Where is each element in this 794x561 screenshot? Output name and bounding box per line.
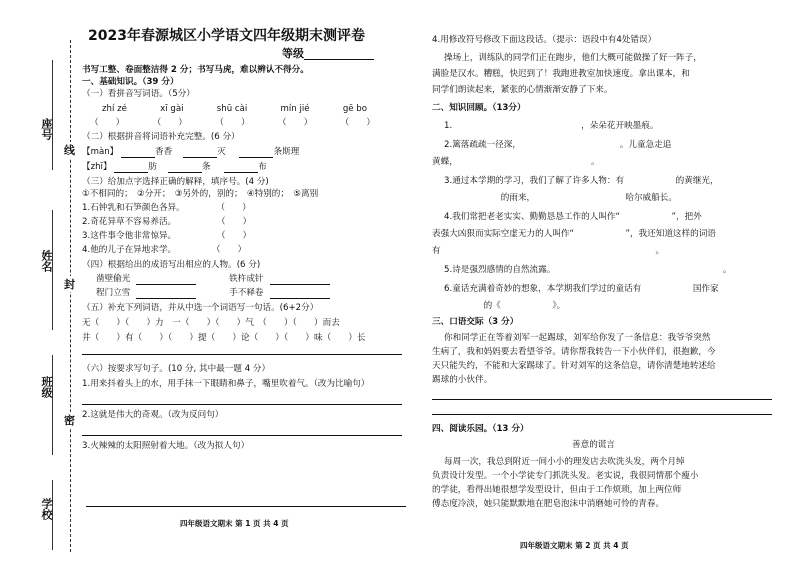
pinyin-item: xī gài <box>160 104 184 114</box>
class-line <box>52 355 53 455</box>
seal-mark: 封 <box>64 278 75 291</box>
answer-line[interactable] <box>86 506 406 507</box>
q3-item <box>82 230 412 242</box>
answer-paren[interactable]: （ ） <box>221 231 252 241</box>
idiom: 铁杵成针 <box>229 274 264 284</box>
q5-heading: （五）补充下列词语，并从中选一个词语写一句话。(6+2分） <box>82 303 319 313</box>
q6-item: 2.这就是伟大的奇观。（改为反问句） <box>82 410 224 420</box>
oral-line: 踢球的小伙伴。 <box>432 375 493 385</box>
idiom: 手不释卷 <box>229 288 264 298</box>
recall-item[interactable]: 5.诗是强烈感情的自然流露。 。 <box>444 265 732 275</box>
name-label: 姓名 <box>40 250 53 272</box>
oral-line: 你和同学正在等着刘军一起踢球，刘军给你发了一条信息：我爷爷突然 <box>444 333 711 343</box>
answer-line[interactable] <box>82 344 402 355</box>
recall-item[interactable]: 的《 》。 <box>432 301 566 311</box>
fill-blank[interactable] <box>136 275 196 285</box>
q3-item-text: 2.奇花异草不容易养活。 <box>82 217 177 227</box>
answer-paren[interactable]: （ ） <box>220 203 251 213</box>
q3-heading: （三）给加点字选择正确的解释，填序号。(4 分) <box>82 177 269 187</box>
idiom: 程门立雪 <box>96 288 131 298</box>
q1-heading: （一）看拼音写词语。（5分） <box>82 89 195 99</box>
q3-item-text: 4.他的儿子在异地求学。 <box>82 245 177 255</box>
recall-item[interactable]: 表强大凶狠而实际空虚无力的人叫作“ ”，我还知道这样的词语 <box>432 229 716 239</box>
answer-paren[interactable]: （ ） <box>216 245 247 255</box>
reading-line: 负责设计发型。一个小学徒专门抓洗头发。老实说，我很同情那个瘦小 <box>432 471 699 481</box>
seat-line <box>52 60 53 170</box>
line-mark: 线 <box>64 144 75 157</box>
recall-item[interactable]: 3.通过本学期的学习，我们了解了许多人物：有 的黄继光， <box>444 176 719 186</box>
fill-blank[interactable] <box>270 275 330 285</box>
zhi-item: 肪 <box>148 162 157 172</box>
pinyin-item: mín jié <box>280 104 310 114</box>
class-label: 班级 <box>40 376 53 398</box>
recall-item[interactable]: 4.我们常把老老实实、勤勤恳恳工作的人叫作“ ”，把外 <box>444 212 702 222</box>
man-item: 灭 <box>217 147 226 157</box>
q3-item <box>82 244 412 256</box>
page-1 <box>82 30 412 452</box>
answer-paren[interactable]: （ ） <box>90 118 125 128</box>
grade-blank[interactable] <box>304 50 374 60</box>
recall-item[interactable]: 的雨来， 哈尔威船长。 <box>432 193 677 203</box>
page-1-footer: 四年级语文期末 第 1 页 共 4 页 <box>180 519 289 528</box>
pinyin-item: gē bo <box>342 104 367 114</box>
zhi-label: 【zhī】 <box>82 162 112 172</box>
fill-blank[interactable] <box>270 289 330 299</box>
fill-blank[interactable] <box>168 163 202 173</box>
q4-heading: （四）根据给出的成语写出相应的人物。(6 分) <box>82 260 261 270</box>
part2-heading: 二、知识回顾。（13分） <box>432 103 526 113</box>
fill-blank[interactable] <box>136 289 196 299</box>
q4-row <box>96 273 412 285</box>
pinyin-item: zhí zé <box>102 104 127 114</box>
q6-item: 1.用来抖着头上的水，用手抹一下眼睛和鼻子，嘴里吹着气。（改为比喻句） <box>82 379 370 389</box>
q3-item-text: 1.石钟乳和石笋颜色各异。 <box>82 203 185 213</box>
q3-item-text: 3.这件事令他非常惊异。 <box>82 231 177 241</box>
passage-line: 满脸是汉水。糟糕，快迟到了！我跑进教室加快速度。拿出课本，和 <box>432 69 690 79</box>
answer-paren[interactable]: （ ） <box>215 118 250 128</box>
pinyin-item: shū cài <box>216 104 248 114</box>
q5-row2[interactable]: 井（ ）有（ ）（ ）提（ ）论（ ）（ ）味（ ）长 <box>82 333 366 343</box>
answer-paren[interactable]: （ ） <box>221 217 252 227</box>
answer-paren[interactable]: （ ） <box>152 118 188 128</box>
part3-heading: 三、口语交际（3 分） <box>432 317 519 327</box>
grade-row <box>282 48 412 60</box>
passage-line: 操场上，训练队的同学们正在跑步，他们大概可能做操了好一阵子， <box>444 53 702 63</box>
q3-item <box>82 202 412 214</box>
zhi-item: 条 <box>201 162 211 172</box>
idiom: 凿壁偷光 <box>96 274 131 284</box>
page-2 <box>432 34 782 511</box>
recall-item[interactable]: 黄蝶， 。 <box>432 157 600 167</box>
passage-line: 同学们朗读起来，紧张的心情渐渐安静了下来。 <box>432 85 613 95</box>
oral-line: 天只能失约，不能和大家踢球了。针对刘军的这条信息，请你清楚地转述给 <box>432 361 716 371</box>
fill-blank[interactable] <box>239 148 273 158</box>
oral-line: 生病了，我和妈妈要去看望爷爷。请你帮我转告一下小伙伴们，很抱歉，今 <box>432 347 716 357</box>
reading-title: 善意的谎言 <box>572 440 615 450</box>
page-2-footer: 四年级语文期末 第 2 页 共 4 页 <box>520 541 629 550</box>
answer-line[interactable] <box>82 421 402 436</box>
part4-heading: 四、阅读乐园。（13 分） <box>432 424 529 434</box>
answer-line[interactable] <box>432 387 772 400</box>
recall-item[interactable]: 2.篱落疏疏一径深， 。儿童急走追 <box>444 140 672 150</box>
reading-line: 傅态度冷淡，她只能默默地在肥皂泡沫中消磨她可怜的青春。 <box>432 499 665 509</box>
q3-item <box>82 216 412 228</box>
man-item: 条斯理 <box>273 147 300 157</box>
q6-item: 3.火辣辣的太阳照射着大地。（改为拟人句） <box>82 441 250 451</box>
seat-label: 座号 <box>40 118 53 140</box>
zhi-item: 布 <box>258 162 267 172</box>
recall-item[interactable]: 6.童话充满着奇妙的想象，本学期我们学过的童话有 国作家 <box>444 284 719 294</box>
recall-item[interactable]: 1. ，朵朵花开映墨痕。 <box>444 121 659 131</box>
fill-blank[interactable] <box>183 148 217 158</box>
fill-blank[interactable] <box>114 163 148 173</box>
school-label: 学校 <box>40 498 53 520</box>
part1-heading: 一、基础知识。（39 分） <box>82 77 179 87</box>
zhi-row <box>82 161 412 173</box>
q5-row1[interactable]: 无（ ）（ ）力 一（ ）（ ）气 （ ）（ ）而去 <box>82 318 340 328</box>
reading-line: 的学徒，看得出她很想学发型设计，但由于工作烦琐，加上两位师 <box>432 485 682 495</box>
man-row <box>82 146 412 158</box>
fill-blank[interactable] <box>121 148 155 158</box>
grade-label: 等级 <box>282 47 304 60</box>
q3-options: ①不相同的； ②分开； ③另外的，别的； ④特别的； ⑤离别 <box>82 189 319 199</box>
secret-mark: 密 <box>64 414 75 427</box>
writing-note: 书写工整、卷面整洁得 2 分；书写马虎，难以辨认不得分。 <box>82 65 309 75</box>
exam-title: 2023年春源城区小学语文四年级期末测评卷 <box>88 28 365 44</box>
pinyin-answer-row <box>90 117 375 129</box>
q6-heading: （六）按要求写句子。(10 分, 其中最一题 4 分） <box>82 364 271 374</box>
recall-item[interactable]: 有 。 <box>432 246 665 256</box>
q2-heading: （二）根据拼音将词语补充完整。(6 分） <box>82 132 240 142</box>
answer-paren[interactable]: （ ） <box>340 118 375 128</box>
binding-dashed-line <box>70 40 71 552</box>
q4-row <box>96 287 412 299</box>
answer-line[interactable] <box>82 390 402 405</box>
pinyin-row <box>102 103 367 115</box>
man-label: 【màn】 <box>82 147 119 157</box>
fill-blank[interactable] <box>224 163 258 173</box>
reading-line: 每周一次，我总到附近一间小小的理发店去吹洗头发，两个月绰 <box>444 457 685 467</box>
man-item: 香香 <box>155 147 173 157</box>
answer-line[interactable] <box>432 400 772 415</box>
answer-paren[interactable]: （ ） <box>277 118 313 128</box>
q7-heading: 4.用修改符号修改下面这段话。（提示：语段中有4处错误） <box>432 35 657 45</box>
